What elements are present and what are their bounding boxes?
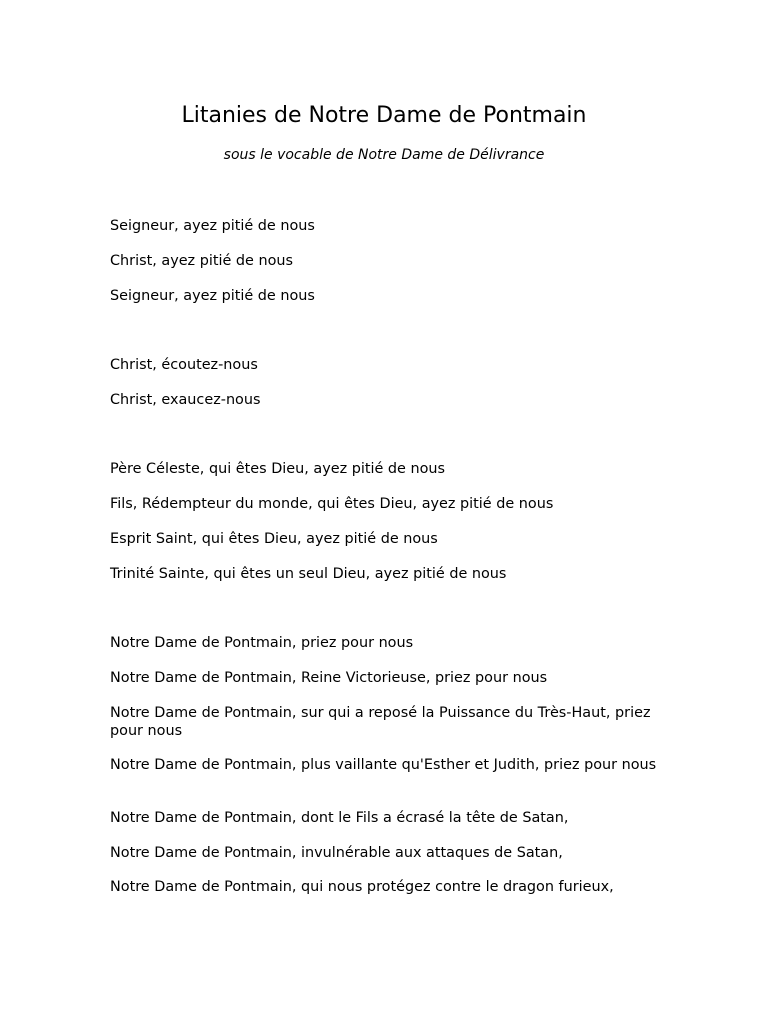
- litany-line: Notre Dame de Pontmain, qui nous protégez contre le dragon furieux,: [110, 879, 614, 895]
- litany-line: Esprit Saint, qui êtes Dieu, ayez pitié de nous: [110, 531, 438, 547]
- litany-line: Fils, Rédempteur du monde, qui êtes Dieu, ayez pitié de nous: [110, 496, 554, 512]
- litany-line: Notre Dame de Pontmain, plus vaillante qu'Esther et Judith, priez pour nous: [110, 757, 657, 773]
- litany-line: Notre Dame de Pontmain, Reine Victorieuse, priez pour nous: [110, 670, 548, 686]
- litany-line: Christ, exaucez-nous: [110, 392, 261, 408]
- litany-line: Christ, ayez pitié de nous: [110, 253, 293, 269]
- document-subtitle: sous le vocable de Notre Dame de Délivrance: [223, 147, 545, 163]
- litany-line: Notre Dame de Pontmain, sur qui a reposé la Puissance du Très-Haut, priez pour nous: [110, 705, 651, 739]
- litany-line: Notre Dame de Pontmain, dont le Fils a écrasé la tête de Satan,: [110, 810, 569, 826]
- litany-line: Notre Dame de Pontmain, priez pour nous: [110, 635, 414, 651]
- litany-line: Christ, écoutez-nous: [110, 357, 258, 373]
- litany-line: Seigneur, ayez pitié de nous: [110, 218, 315, 234]
- litany-line: Trinité Sainte, qui êtes un seul Dieu, ayez pitié de nous: [110, 566, 507, 582]
- litany-line: Notre Dame de Pontmain, invulnérable aux attaques de Satan,: [110, 845, 563, 861]
- document-title: Litanies de Notre Dame de Pontmain: [181, 103, 587, 128]
- litany-line: Père Céleste, qui êtes Dieu, ayez pitié de nous: [110, 461, 446, 477]
- litany-line: Seigneur, ayez pitié de nous: [110, 288, 315, 304]
